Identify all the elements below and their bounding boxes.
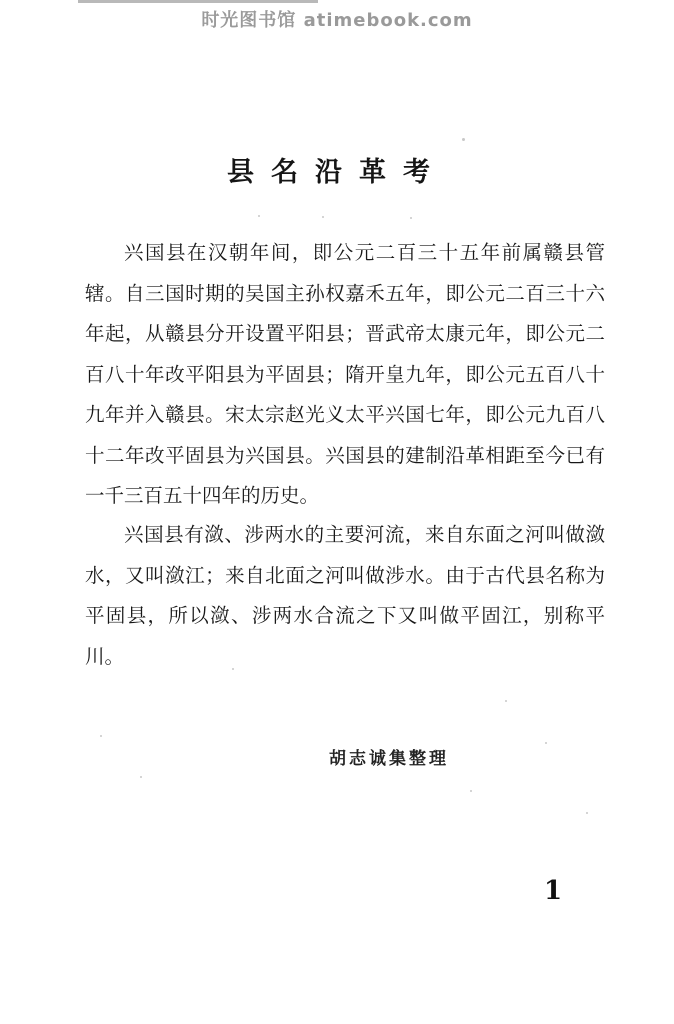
scan-speck	[586, 812, 588, 814]
scan-speck	[410, 217, 412, 219]
scan-speck	[470, 790, 472, 792]
watermark: 时光图书馆 atimebook.com	[201, 10, 473, 31]
compiler-signature: 胡志诚集整理	[329, 749, 449, 769]
scan-speck	[322, 216, 324, 218]
scan-speck	[505, 700, 507, 702]
scan-speck	[258, 215, 260, 217]
paragraph-1: 兴国县在汉朝年间，即公元二百三十五年前属赣县管辖。自三国时期的吴国主孙权嘉禾五年，即公元二百三十六年起，从赣县分开设置平阳县；晋武帝太康元年，即公元二百八十年改平阳县为平固县；隋开皇九年，即公元五百八十九年并入赣县。宋太宗赵光义太平兴国七年，即公元九百八十二年改平固县为兴国县。兴国县的建制沿革相距至今已有一千三百五十四年的历史。	[85, 241, 605, 507]
scan-speck	[140, 776, 142, 778]
scan-speck	[100, 735, 102, 737]
scan-speck	[462, 138, 465, 141]
page-number: 1	[544, 876, 563, 906]
top-rule	[78, 0, 318, 3]
scan-speck	[545, 742, 547, 744]
paragraph-2: 兴国县有潋、涉两水的主要河流，来自东面之河叫做潋水，又叫潋江；来自北面之河叫做涉水。由于古代县名称为平固县，所以潋、涉两水合流之下又叫做平固江，别称平川。	[85, 523, 605, 668]
page-title: 县名沿革考	[227, 157, 447, 188]
scan-speck	[232, 668, 234, 670]
